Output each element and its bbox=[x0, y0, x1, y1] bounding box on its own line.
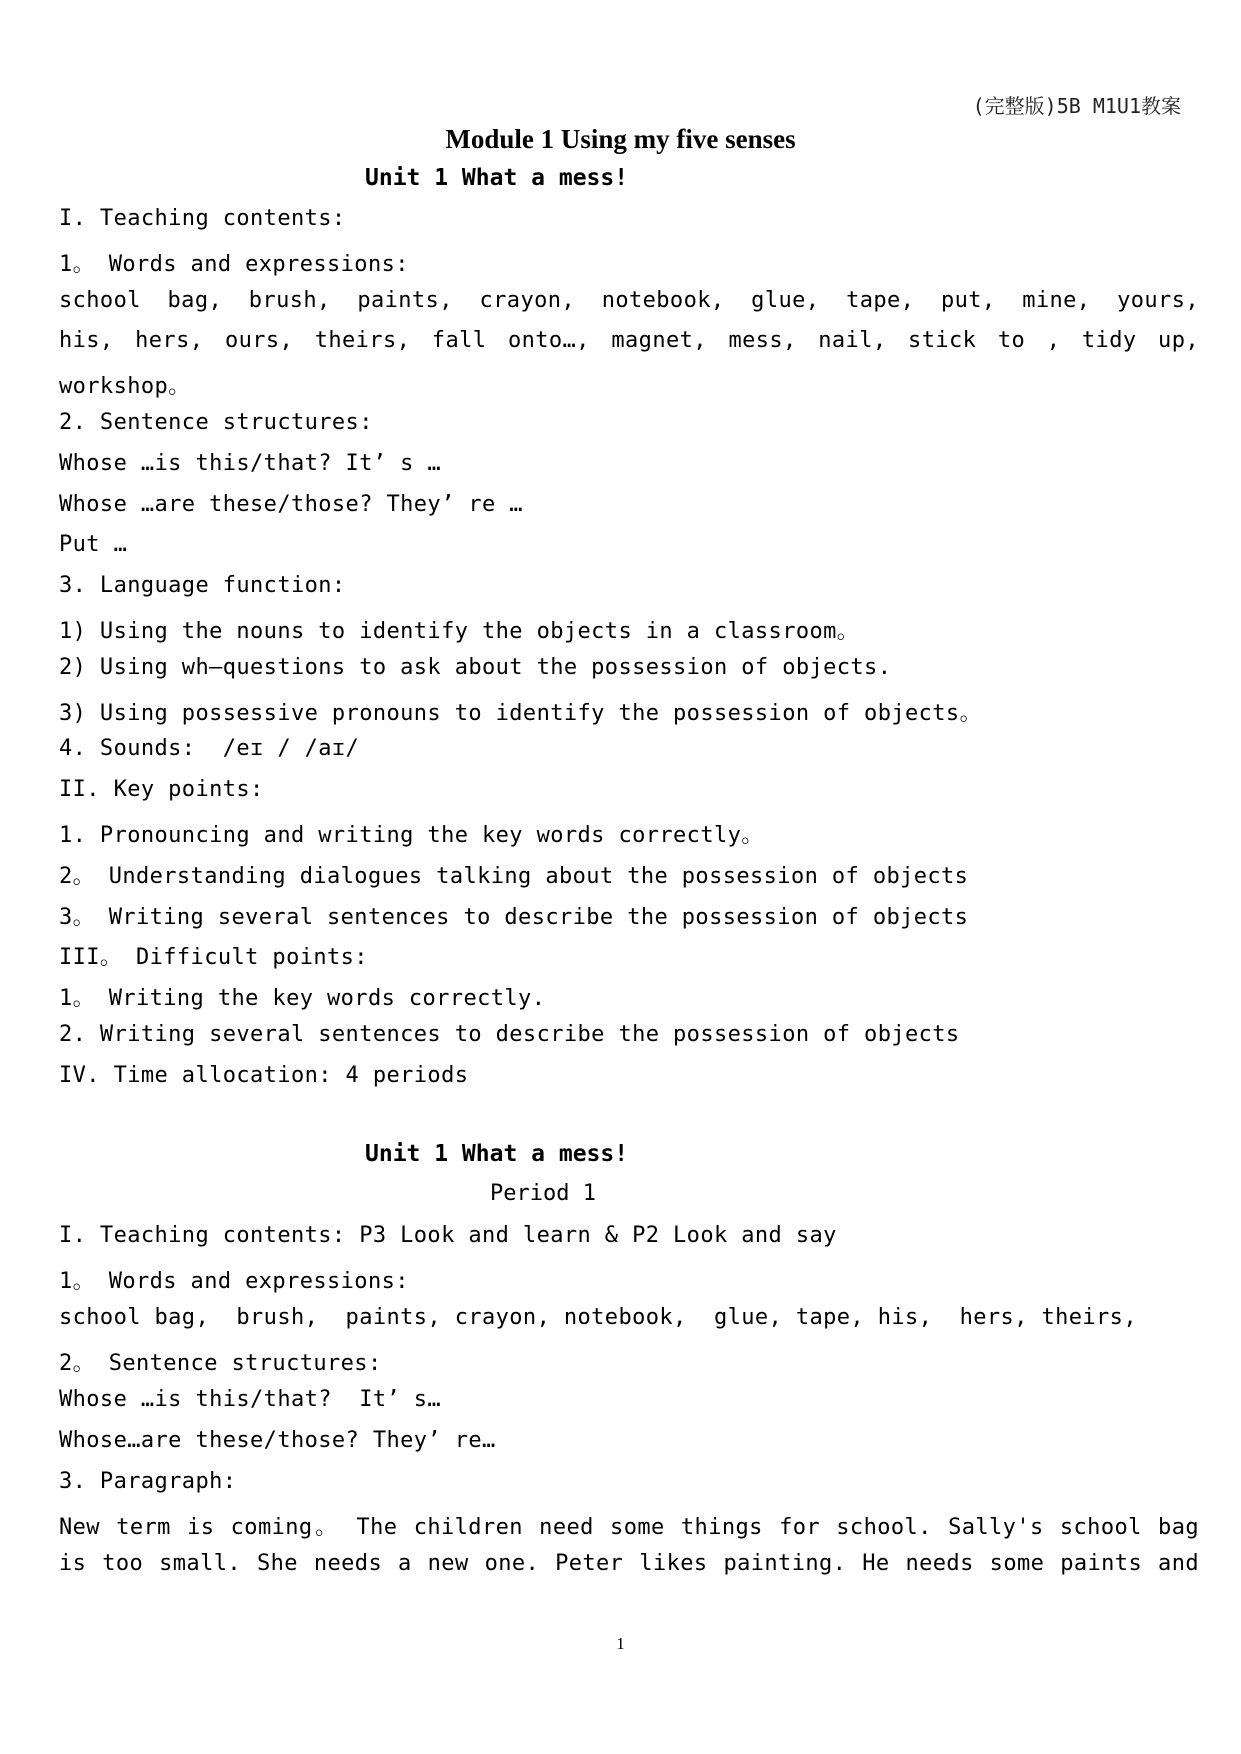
text-line: I. Teaching contents: P3 Look and learn & P2 Look and say bbox=[59, 1223, 837, 1248]
text-line: 4. Sounds: /eɪ / /aɪ/ bbox=[59, 736, 360, 762]
unit-title-period: Unit 1 What a mess! bbox=[365, 1141, 629, 1167]
text-line: 2。 Sentence structures: bbox=[59, 1351, 382, 1376]
module-title: Module 1 Using my five senses bbox=[445, 124, 796, 154]
text-line: school bag, brush, paints, crayon, notebook, glue, tape, put, mine, yours, bbox=[59, 287, 1199, 313]
text-line: New term is coming。 The children need some things for school. Sally's school bag bbox=[59, 1515, 1199, 1540]
text-line: III。 Difficult points: bbox=[59, 945, 368, 971]
page-header: (完整版)5B M1U1教案 bbox=[972, 94, 1181, 118]
text-line: 1。 Words and expressions: bbox=[59, 251, 409, 277]
text-line: 3) Using possessive pronouns to identify the possession of objects。 bbox=[59, 700, 982, 726]
text-line: Whose …are these/those? They’ re … bbox=[59, 491, 523, 517]
text-line: 1。 Writing the key words correctly. bbox=[59, 986, 546, 1012]
text-line: school bag, brush, paints, crayon, notebook, glue, tape, his, hers, theirs, bbox=[59, 1305, 1137, 1330]
text-line: 2. Writing several sentences to describe the possession of objects bbox=[59, 1022, 960, 1047]
text-line: IV. Time allocation: 4 periods bbox=[59, 1062, 469, 1088]
text-line: 2. Sentence structures: bbox=[59, 410, 373, 435]
text-line: 2。 Understanding dialogues talking about the possession of objects bbox=[59, 863, 969, 889]
text-line: 1。 Words and expressions: bbox=[59, 1269, 409, 1294]
text-line: 1. Pronouncing and writing the key words correctly。 bbox=[59, 823, 764, 848]
text-line: Put … bbox=[59, 532, 128, 558]
period-label: Period 1 bbox=[490, 1181, 596, 1206]
text-line: Whose …is this/that? It’ s … bbox=[59, 450, 442, 476]
text-line: 3。 Writing several sentences to describe the possession of objects bbox=[59, 904, 969, 930]
text-line: Whose …is this/that? It’ s… bbox=[59, 1387, 442, 1412]
text-line: 3. Paragraph: bbox=[59, 1469, 237, 1494]
page-number: 1 bbox=[616, 1634, 625, 1653]
text-line: Whose…are these/those? They’ re… bbox=[59, 1428, 496, 1453]
text-line: II. Key points: bbox=[59, 777, 264, 803]
text-line: 1) Using the nouns to identify the objects in a classroom。 bbox=[59, 619, 860, 644]
text-line: 3. Language function: bbox=[59, 573, 346, 599]
text-line: is too small. She needs a new one. Peter likes painting. He needs some paints and bbox=[59, 1551, 1199, 1576]
text-line: workshop。 bbox=[59, 374, 191, 400]
text-line: his, hers, ours, theirs, fall onto…, magnet, mess, nail, stick to , tidy up, bbox=[59, 328, 1199, 354]
text-line: I. Teaching contents: bbox=[59, 206, 346, 231]
unit-title: Unit 1 What a mess! bbox=[365, 165, 629, 191]
text-line: 2) Using wh—questions to ask about the possession of objects. bbox=[59, 654, 892, 680]
